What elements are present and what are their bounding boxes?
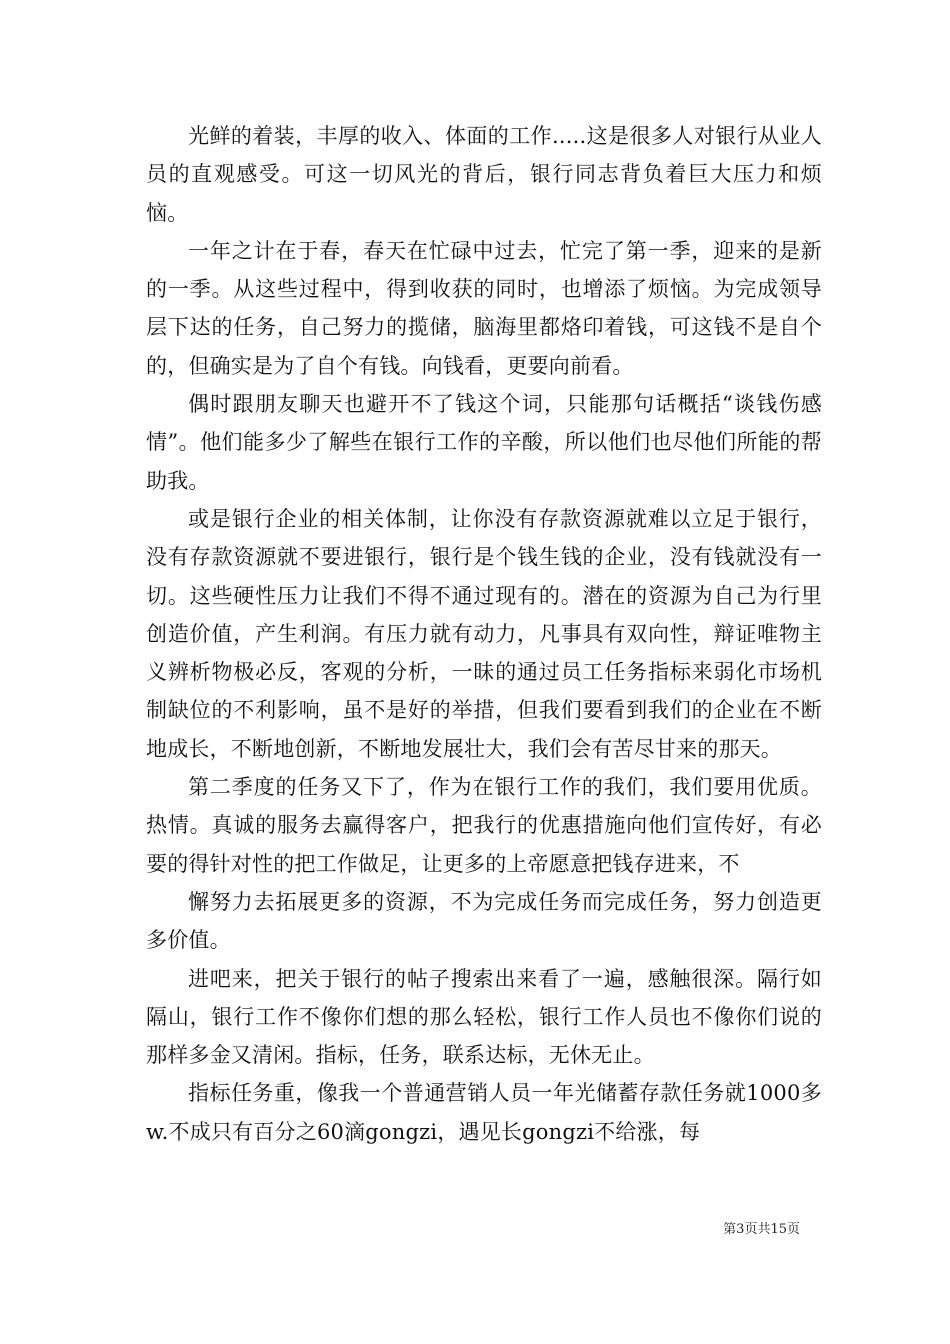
paragraph-6: 懈努力去拓展更多的资源，不为完成任务而完成任务，努力创造更多价值。	[146, 889, 822, 953]
paragraph-7: 进吧来，把关于银行的帖子搜索出来看了一遍，感触很深。隔行如隔山，银行工作不像你们想的那么轻松，银行工作人员也不像你们说的那样多金又清闲。指标，任务，联系达标，无休无止。	[146, 966, 822, 1068]
paragraph-3: 偶时跟朋友聊天也避开不了钱这个词，只能那句话概括“谈钱伤感情”。他们能多少了解些在银行工作的辛酸，所以他们也尽他们所能的帮助我。	[146, 392, 822, 493]
document-body	[146, 117, 822, 1151]
paragraph-2: 一年之计在于春，春天在忙碌中过去，忙完了第一季，迎来的是新的一季。从这些过程中，得到收获的同时，也增添了烦恼。为完成领导层下达的任务，自己努力的揽储，脑海里都烙印着钱，可这钱不是自个的，但确实是为了自个有钱。向钱看，更要向前看。	[146, 238, 822, 378]
paragraph-8: 指标任务重，像我一个普通营销人员一年光储蓄存款任务就1000多w.不成只有百分之60滴gongzi，遇见长gongzi不给涨，每	[146, 1081, 822, 1144]
paragraph-1: 光鲜的着装，丰厚的收入、体面的工作.....这是很多人对银行从业人员的直观感受。可这一切风光的背后，银行同志背负着巨大压力和烦恼。	[146, 124, 822, 225]
paragraph-5: 第二季度的任务又下了，作为在银行工作的我们，我们要用优质。热情。真诚的服务去赢得客户，把我行的优惠措施向他们宣传好，有必要的得针对性的把工作做足，让更多的上帝愿意把钱存进来，不	[146, 775, 822, 876]
page-number-footer: 第3页共15页	[723, 1222, 800, 1237]
paragraph-4: 或是银行企业的相关体制，让你没有存款资源就难以立足于银行，没有存款资源就不要进银行，银行是个钱生钱的企业，没有钱就没有一切。这些硬性压力让我们不得不通过现有的。潜在的资源为自己为行里创造价值，产生利润。有压力就有动力，凡事具有双向性，辩证唯物主义辨析物极必反，客观的分析，一昧的通过员工任务指标来弱化市场机制缺位的不利影响，虽不是好的举措，但我们要看到我们的企业在不断地成长，不断地创新，不断地发展壮大，我们会有苦尽甘来的那天。	[146, 506, 822, 761]
